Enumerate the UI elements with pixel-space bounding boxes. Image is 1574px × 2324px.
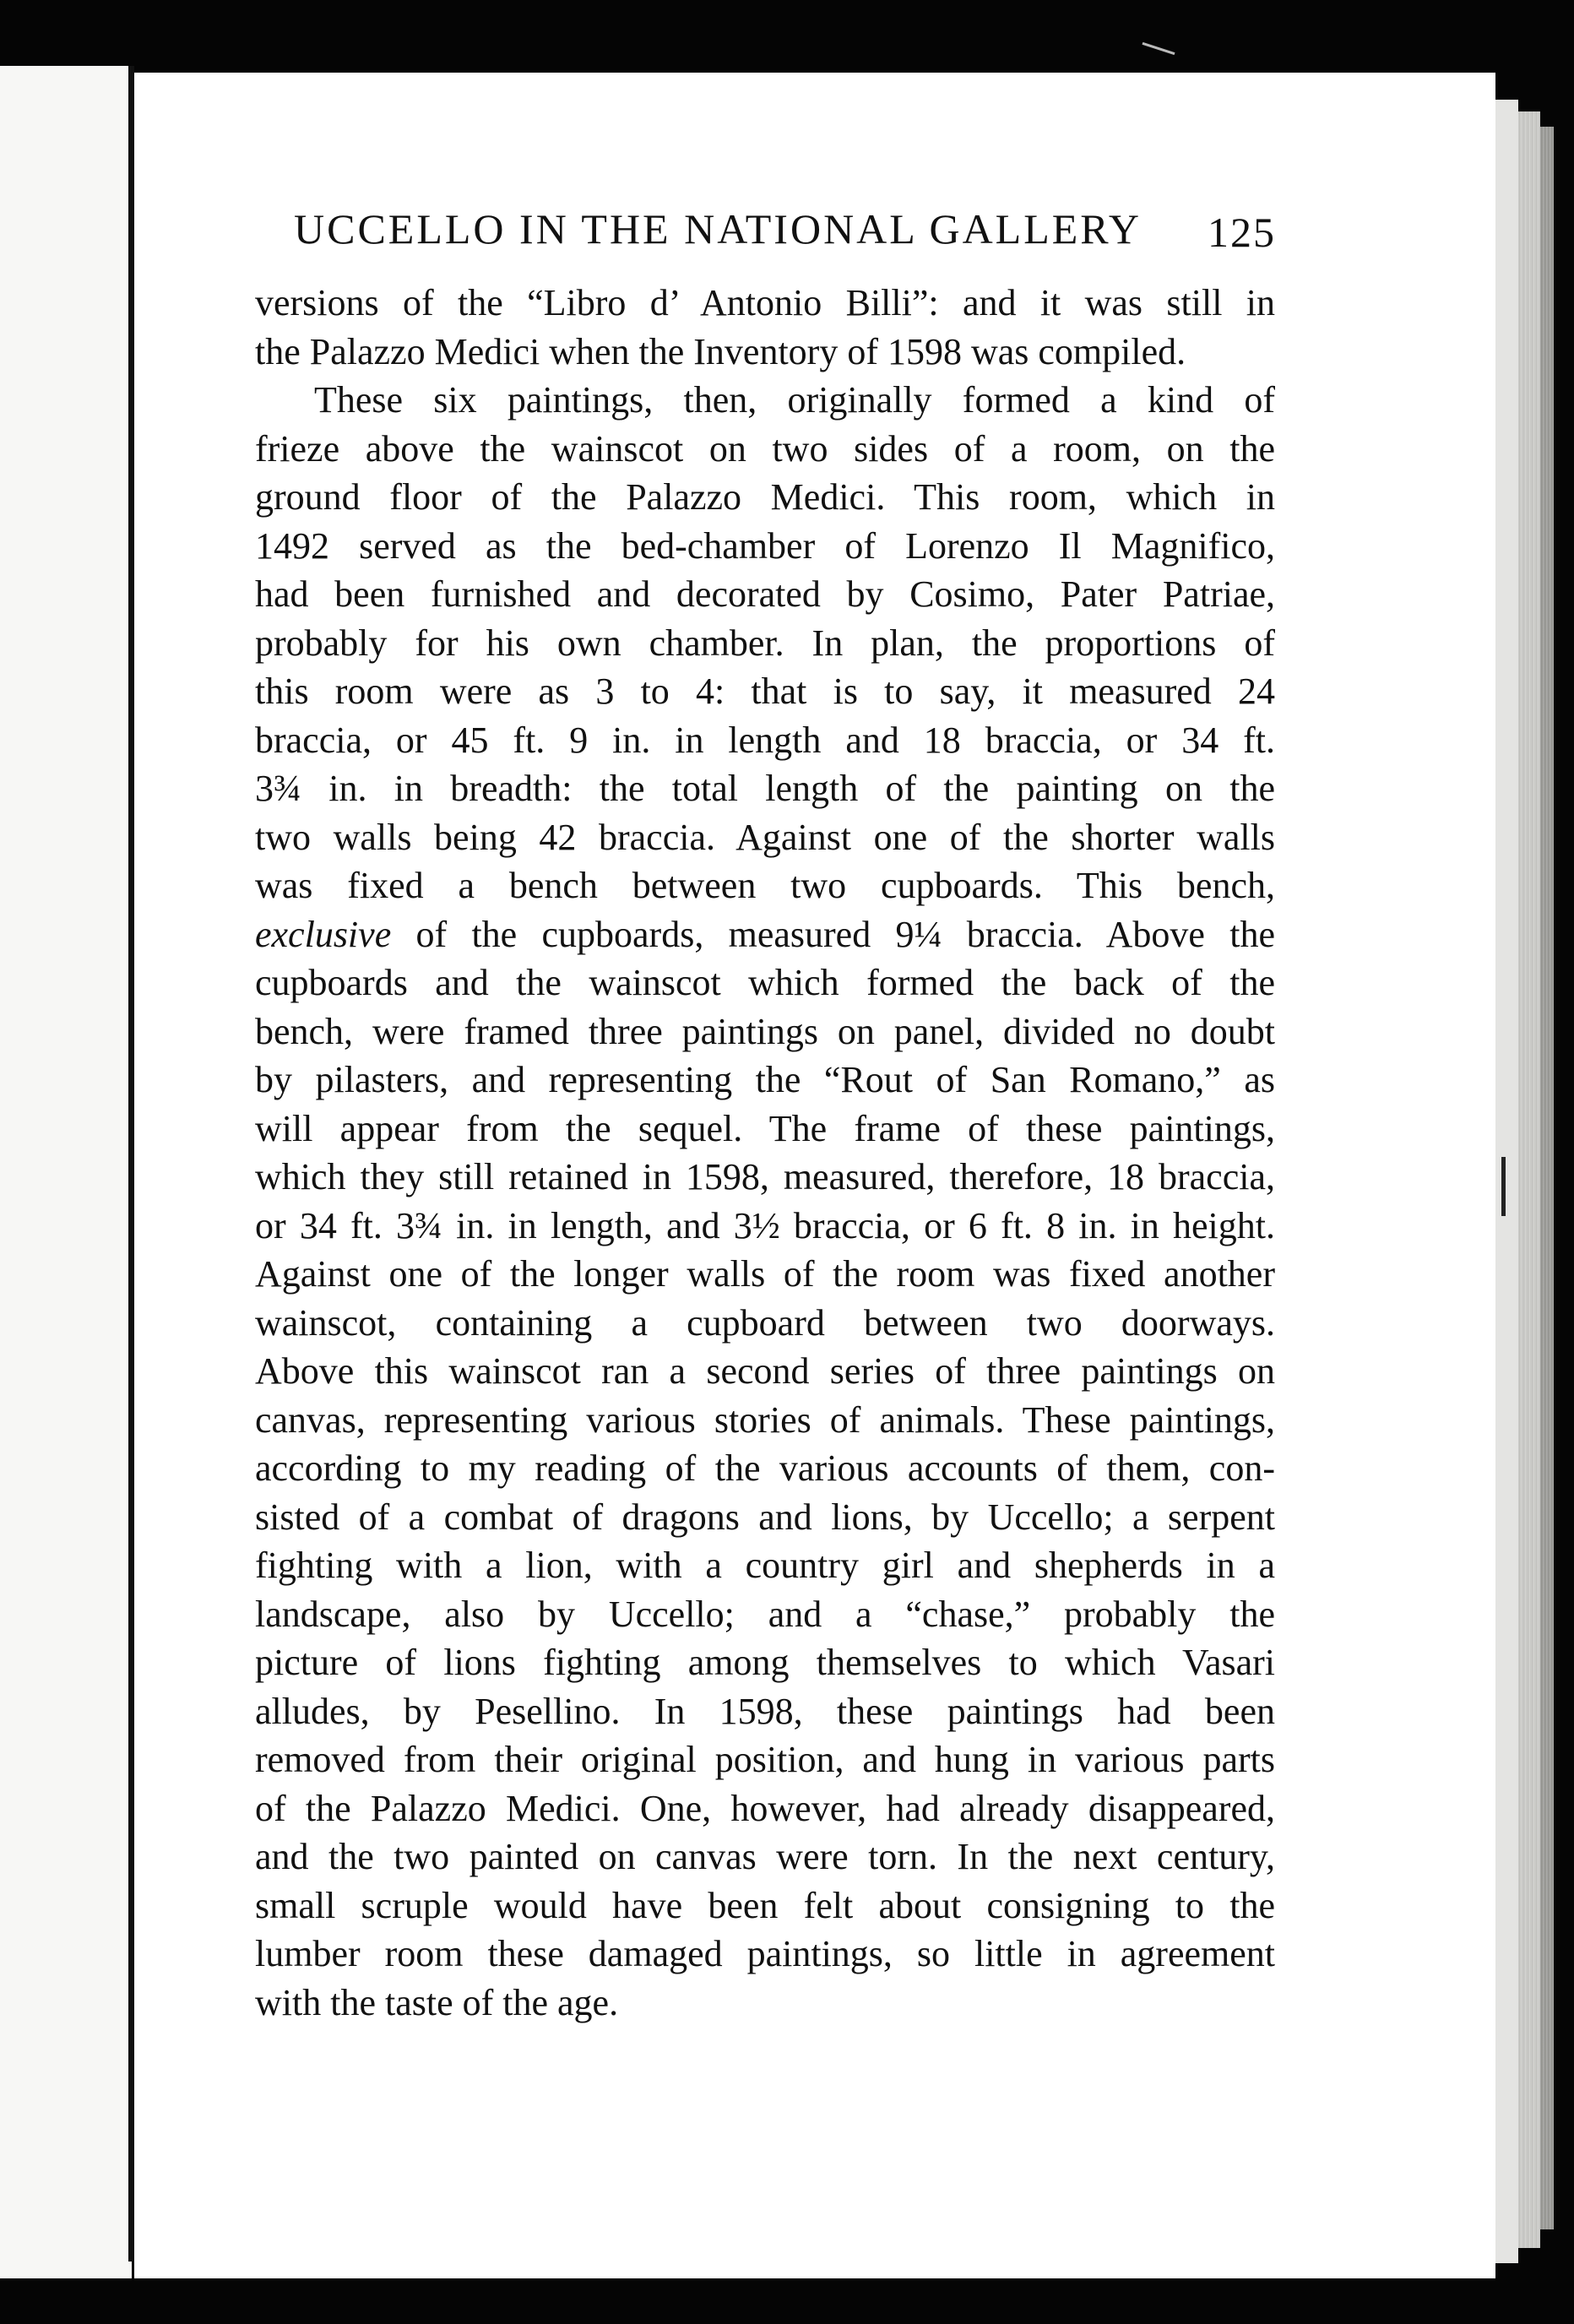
italic-word: exclusive	[255, 913, 392, 955]
scan-artifact	[1143, 42, 1175, 55]
gutter-shadow	[128, 66, 134, 2262]
text-line: Above this wainscot ran a second series of three paintings on	[255, 1350, 1275, 1392]
text-line: lumber room these damaged paintings, so little in agreement	[255, 1933, 1275, 1974]
text-line: 3¾ in. in breadth: the total length of the painting on the	[255, 768, 1275, 809]
text-line: was fixed a bench between two cupboards. This bench,	[255, 865, 1275, 906]
body-text	[255, 279, 1275, 2052]
text-line: small scruple would have been felt about consigning to the	[255, 1884, 1275, 1926]
text-line: picture of lions fighting among themselves to which Vasari	[255, 1642, 1275, 1683]
text-line: removed from their original position, and hung in various parts	[255, 1739, 1275, 1780]
text-line: will appear from the sequel. The frame of these paintings,	[255, 1107, 1275, 1149]
text-line: bench, were framed three paintings on panel, divided no doubt	[255, 1010, 1275, 1052]
text-line: braccia, or 45 ft. 9 in. in length and 18 braccia, or 34 ft.	[255, 719, 1275, 761]
page-number: 125	[1208, 209, 1276, 256]
text-line: fighting with a lion, with a country girl and shepherds in a	[255, 1545, 1275, 1586]
margin-mark	[1501, 1157, 1506, 1216]
text-line: exclusive of the cupboards, measured 9¼ braccia. Above the	[255, 913, 1275, 955]
text-line: sisted of a combat of dragons and lions, by Uccello; a serpent	[255, 1496, 1275, 1538]
text-line: according to my reading of the various accounts of them, con-	[255, 1447, 1275, 1489]
text-line: canvas, representing various stories of animals. These paintings,	[255, 1398, 1275, 1441]
previous-page-edge	[0, 66, 132, 2278]
text-line: this room were as 3 to 4: that is to say, it measured 24	[255, 671, 1275, 712]
text-line: cupboards and the wainscot which formed the back of the	[255, 962, 1275, 1003]
text-line: These six paintings, then, originally formed a kind of	[314, 379, 1275, 421]
page-edge-stack-inner	[1518, 111, 1540, 2248]
text-line: versions of the “Libro d’ Antonio Billi”: and it was still in	[255, 282, 1275, 323]
text-line: ground floor of the Palazzo Medici. This room, which in	[255, 476, 1275, 518]
text-line: with the taste of the age.	[255, 1981, 619, 2023]
text-line: and the two painted on canvas were torn. In the next century,	[255, 1836, 1275, 1877]
text-line: by pilasters, and representing the “Rout of San Romano,” as	[255, 1059, 1275, 1100]
text-line: frieze above the wainscot on two sides of a room, on the	[255, 427, 1275, 470]
page-edge-stack-outer	[1540, 127, 1554, 2229]
text-line: or 34 ft. 3¾ in. in length, and 3½ braccia, or 6 ft. 8 in. in height.	[255, 1204, 1275, 1246]
running-title: UCCELLO IN THE NATIONAL GALLERY	[294, 205, 1143, 252]
text-line: had been furnished and decorated by Cosimo, Pater Patriae,	[255, 573, 1275, 615]
text-line: alludes, by Pesellino. In 1598, these paintings had been	[255, 1690, 1275, 1732]
text-line: landscape, also by Uccello; and a “chase,” probably the	[255, 1593, 1275, 1635]
text-line: probably for his own chamber. In plan, the proportions of	[255, 622, 1275, 664]
text-line: 1492 served as the bed-chamber of Lorenzo Il Magnifico,	[255, 524, 1275, 567]
text-line: of the Palazzo Medici. One, however, had already disappeared,	[255, 1787, 1275, 1829]
text-line: Against one of the longer walls of the room was fixed another	[255, 1253, 1275, 1295]
text-line: two walls being 42 braccia. Against one of the shorter walls	[255, 816, 1275, 858]
text-line: which they still retained in 1598, measured, therefore, 18 braccia,	[255, 1156, 1275, 1197]
text-line: the Palazzo Medici when the Inventory of 1598 was compiled.	[255, 330, 1186, 372]
text-line: wainscot, containing a cupboard between two doorways.	[255, 1301, 1275, 1344]
